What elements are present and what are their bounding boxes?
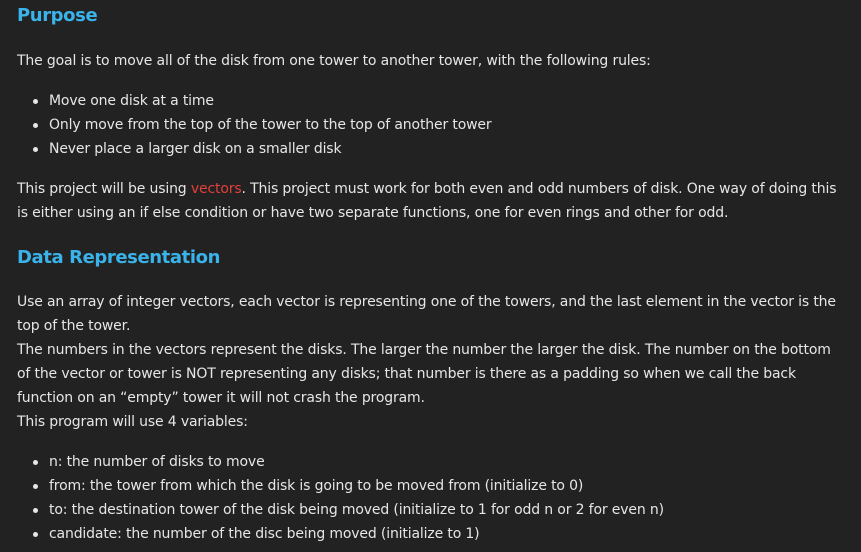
vectors-link[interactable]: vectors <box>190 181 242 197</box>
purpose-intro: The goal is to move all of the disk from one tower to another tower, with the following rules: <box>17 53 651 69</box>
rules-list <box>49 89 492 161</box>
disk-numbers-description: The numbers in the vectors represent the disks. The larger the number the larger the disk. The number on the bottom of the vector or tower is NOT representing any disks; that number is there as a padding so when we call the back function on an “empty” tower it will not crash the program. <box>17 342 831 406</box>
variables-intro: This program will use 4 variables: <box>17 414 248 430</box>
project-text-before-link: This project will be using <box>17 181 191 197</box>
list-item: Only move from the top of the tower to the top of another tower <box>49 113 492 137</box>
list-item: from: the tower from which the disk is going to be moved from (initialize to 0) <box>49 474 664 498</box>
list-item: candidate: the number of the disc being moved (initialize to 1) <box>49 522 664 546</box>
project-paragraph <box>17 177 847 225</box>
purpose-heading: Purpose <box>17 5 98 26</box>
variables-list <box>49 450 664 546</box>
list-item: Move one disk at a time <box>49 89 492 113</box>
array-description: Use an array of integer vectors, each vector is representing one of the towers, and the last element in the vector is the top of the tower. <box>17 294 836 334</box>
list-item: Never place a larger disk on a smaller disk <box>49 137 492 161</box>
list-item: to: the destination tower of the disk being moved (initialize to 1 for odd n or 2 for even n) <box>49 498 664 522</box>
data-representation-body <box>17 290 847 434</box>
list-item: n: the number of disks to move <box>49 450 664 474</box>
project-text-after-link: . This project must work for both even and odd numbers of disk. One way of doing this is either using an if else condition or have two separate functions, one for even rings and other for odd. <box>17 181 837 221</box>
data-representation-heading: Data Representation <box>17 247 220 268</box>
